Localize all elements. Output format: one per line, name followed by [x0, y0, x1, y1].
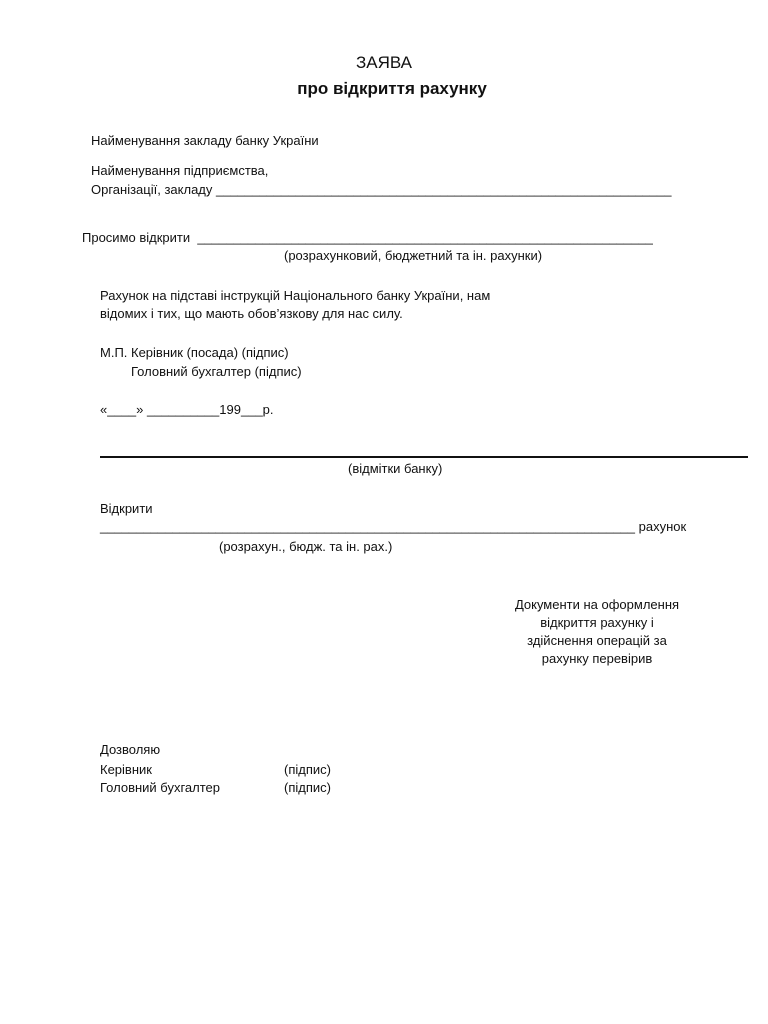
- allow-label: Дозволяю: [100, 742, 161, 757]
- basis-text-line1: Рахунок на підставі інструкцій Національного банку України, нам: [100, 288, 491, 303]
- head-label: Керівник: [100, 762, 152, 777]
- request-open-line: Просимо відкрити _______________________________________________________________: [82, 230, 653, 245]
- organization-label-line1: Найменування підприємства,: [91, 163, 269, 178]
- bank-marks-label: (відмітки банку): [348, 461, 443, 476]
- document-subtitle: про відкриття рахунку: [297, 79, 487, 98]
- basis-text-line2: відомих і тих, що мають обов’язкову для нас силу.: [100, 306, 403, 321]
- documents-checked-note: Документи на оформлення відкриття рахунку і здійснення операцій за рахунку перевірив: [514, 597, 680, 666]
- account-type-hint: (розрахунковий, бюджетний та ін. рахунки): [284, 248, 543, 263]
- bank-section-divider: [100, 456, 748, 458]
- account-kind-hint: (розрахун., бюдж. та ін. рах.): [219, 539, 393, 554]
- document-title: ЗАЯВА: [356, 53, 412, 72]
- date-line: «____» __________199___р.: [100, 402, 274, 417]
- chief-accountant-signature: (підпис): [284, 780, 331, 795]
- open-label: Відкрити: [100, 501, 153, 516]
- organization-label-line2: Організації, закладу _______________________________________________________________: [91, 182, 672, 197]
- chief-accountant-label: Головний бухгалтер: [100, 780, 220, 795]
- bank-name-label: Найменування закладу банку України: [91, 133, 319, 148]
- head-signature: (підпис): [284, 762, 331, 777]
- account-line: __________________________________________________________________________ рахунок: [100, 519, 687, 534]
- stamp-director-line: М.П. Керівник (посада) (підпис): [100, 345, 289, 360]
- chief-accountant-signature-line: Головний бухгалтер (підпис): [131, 364, 302, 379]
